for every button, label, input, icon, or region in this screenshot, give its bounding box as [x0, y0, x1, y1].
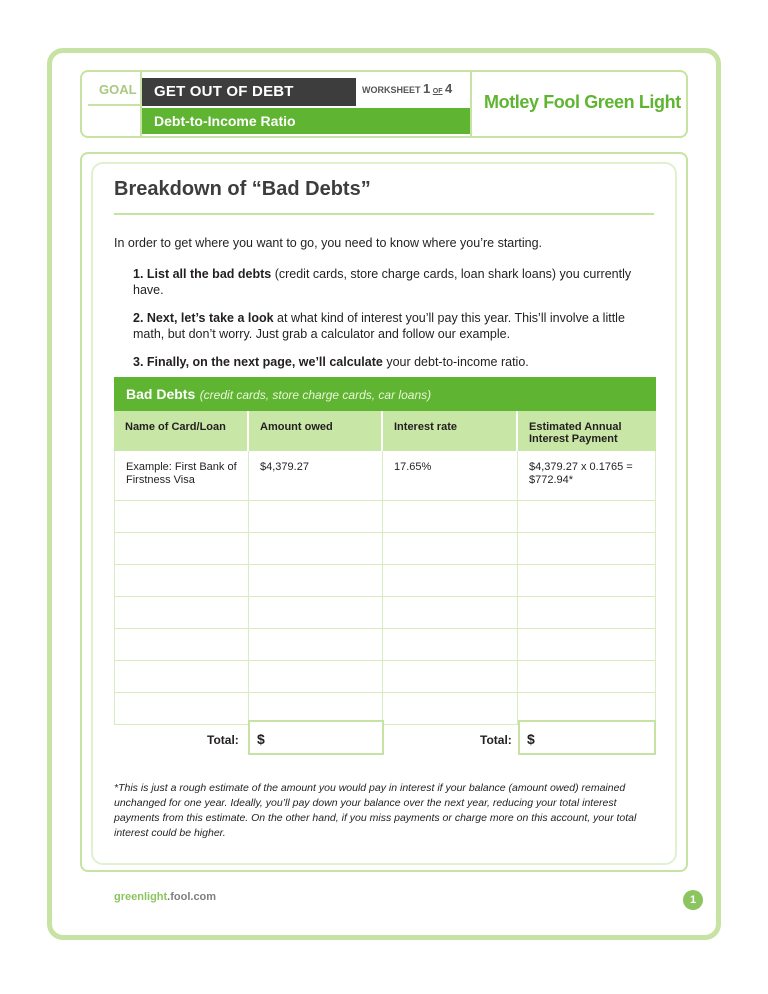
table-row [114, 533, 656, 565]
table-rows [114, 451, 656, 725]
worksheet-label: WORKSHEET [362, 85, 421, 95]
goal-spacer [88, 106, 142, 136]
table-row [114, 597, 656, 629]
worksheet-subtitle: Debt-to-Income Ratio [142, 108, 470, 134]
steps-list [133, 266, 653, 382]
col-header-rate: Interest rate [383, 411, 518, 451]
cell-amount[interactable] [249, 597, 383, 628]
cell-estimate[interactable] [518, 533, 656, 564]
total-interest-field[interactable]: $ [518, 720, 656, 755]
step-1: 1. List all the bad debts (credit cards, store charge cards, loan shark loans) you currently have. [133, 267, 632, 297]
col-header-amount: Amount owed [249, 411, 383, 451]
title-divider [114, 213, 654, 215]
cell-amount: $4,379.27 [249, 451, 383, 500]
brand-logo: Motley Fool Green Light [484, 92, 681, 112]
goal-title: GET OUT OF DEBT [142, 78, 356, 106]
cell-estimate[interactable] [518, 661, 656, 692]
step-3: 3. Finally, on the next page, we’ll calculate your debt-to-income ratio. [133, 355, 529, 369]
cell-rate[interactable] [383, 661, 518, 692]
cell-name[interactable] [114, 629, 249, 660]
cell-rate[interactable] [383, 597, 518, 628]
cell-estimate[interactable] [518, 565, 656, 596]
table-row [114, 501, 656, 533]
cell-amount[interactable] [249, 629, 383, 660]
cell-rate: 17.65% [383, 451, 518, 500]
cell-rate[interactable] [383, 565, 518, 596]
cell-estimate[interactable] [518, 501, 656, 532]
intro-text: In order to get where you want to go, you need to know where you’re starting. [114, 236, 543, 250]
table-heading [114, 377, 656, 411]
cell-name[interactable] [114, 501, 249, 532]
total-label-interest: Total: [480, 733, 512, 747]
cell-estimate[interactable] [518, 629, 656, 660]
cell-name: Example: First Bank of Firstness Visa [114, 451, 249, 500]
table-note: (credit cards, store charge cards, car loans) [199, 388, 432, 402]
step-2: 2. Next, let’s take a look at what kind of interest you’ll pay this year. This’ll involve a little math, but don’t worry. Just grab a calculator and follow our example. [133, 311, 625, 341]
total-amount-field[interactable]: $ [248, 720, 384, 755]
totals-row [114, 720, 656, 757]
cell-amount[interactable] [249, 565, 383, 596]
worksheet-total: 4 [445, 81, 453, 96]
goal-label: GOAL [88, 72, 142, 106]
header-divider [470, 72, 472, 136]
cell-estimate[interactable] [518, 597, 656, 628]
cell-amount[interactable] [249, 661, 383, 692]
worksheet-header [80, 70, 688, 138]
footnote: *This is just a rough estimate of the amount you would pay in interest if your balance (amount owed) remained unchanged for one year. Ideally, you’ll pay down your balance over the next year, reducing your total interest payments from this estimate. On the other hand, if you miss payments or charge more on this account, your total interest could be higher. [114, 782, 637, 839]
worksheet-current: 1 [423, 81, 431, 96]
cell-estimate: $4,379.27 x 0.1765 = $772.94* [518, 451, 656, 500]
cell-rate[interactable] [383, 501, 518, 532]
table-row [114, 661, 656, 693]
col-header-name: Name of Card/Loan [114, 411, 249, 451]
bad-debts-table [114, 377, 656, 757]
cell-rate[interactable] [383, 629, 518, 660]
worksheet-indicator [362, 81, 452, 96]
cell-amount[interactable] [249, 533, 383, 564]
footer-url[interactable]: greenlight.fool.com [114, 891, 217, 903]
page-number-badge: 1 [683, 890, 703, 910]
col-header-estimate: Estimated Annual Interest Payment [529, 421, 622, 445]
table-title: Bad Debts [126, 386, 196, 402]
cell-name[interactable] [114, 565, 249, 596]
total-label-amount: Total: [207, 733, 239, 747]
cell-name[interactable] [114, 533, 249, 564]
cell-name[interactable] [114, 597, 249, 628]
table-row-example [114, 451, 656, 501]
cell-amount[interactable] [249, 501, 383, 532]
table-row [114, 565, 656, 597]
page-title: Breakdown of “Bad Debts” [114, 178, 371, 200]
cell-rate[interactable] [383, 533, 518, 564]
cell-name[interactable] [114, 661, 249, 692]
worksheet-of: OF [432, 88, 443, 95]
table-row [114, 629, 656, 661]
table-header-row [114, 411, 656, 451]
